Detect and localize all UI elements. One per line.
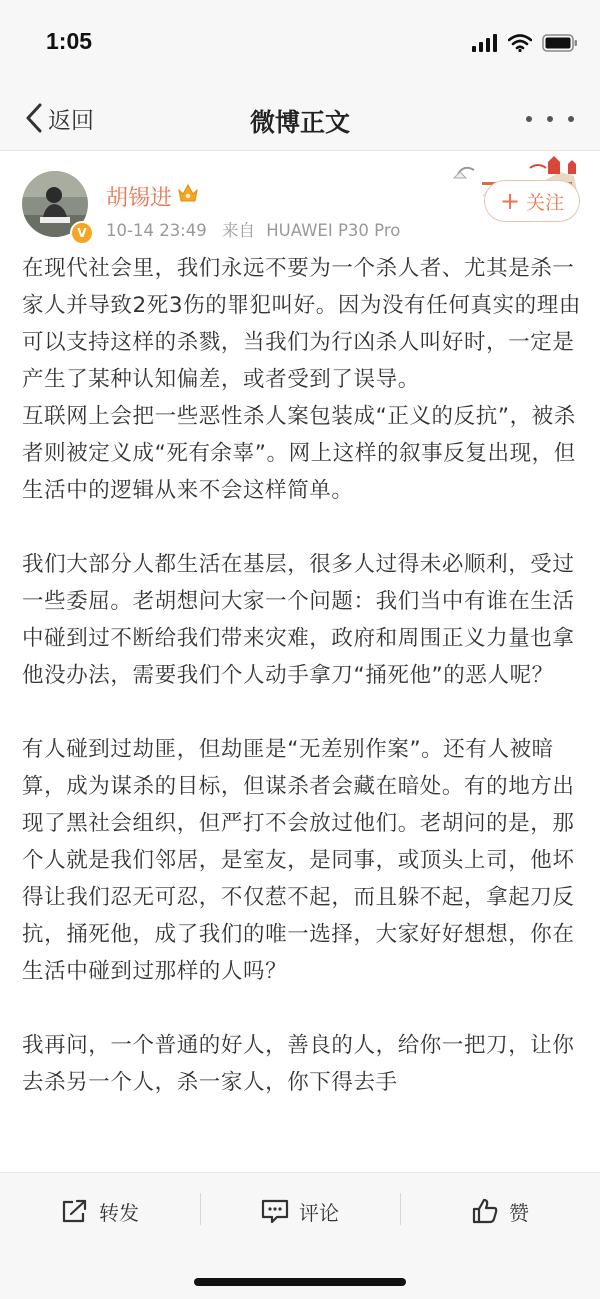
post-time: 10-14 23:49 [106,221,207,240]
status-time: 1:05 [46,28,93,54]
more-dot-icon [568,116,574,122]
battery-icon [542,34,578,52]
home-indicator[interactable] [194,1278,406,1286]
author-name[interactable]: 胡锡进 [106,186,173,211]
post-paragraph: 有人碰到过劫匪，但劫匪是“无差别作案”。还有人被暗算，成为谋杀的目标，但谋杀者会藏在暗处。有的地方出现了黑社会组织，但严打不会放过他们。老胡问的是，那个人就是我们邻居，是室友，是同事，或顶头上司，他坏得让我们忍无可忍，不仅惹不起，而且躲不起，拿起刀反抗，捅死他，成了我们的唯一选择，大家好好想想，你在生活中碰到过那样的人吗？ [22,737,575,984]
source-prefix: 来自 [222,221,255,240]
comment-label: 评论 [299,1200,339,1225]
repost-label: 转发 [99,1200,139,1225]
more-dot-icon [547,116,553,122]
more-options-button[interactable] [526,104,574,134]
post-meta [106,217,400,241]
status-icons [472,34,578,52]
wifi-icon [508,34,532,52]
repost-button[interactable] [0,1173,200,1249]
share-icon [61,1198,89,1224]
action-bar [0,1172,600,1249]
home-indicator-area [0,1248,600,1299]
post-paragraph: 互联网上会把一些恶性杀人案包装成“正义的反抗”，被杀者则被定义成“死有余辜”。网上这样的叙事反复出现，但生活中的逻辑从来不会这样简单。 [22,404,576,503]
post-content [22,250,584,1101]
more-dot-icon [526,116,532,122]
post-paragraph: 在现代社会里，我们永远不要为一个杀人者、尤其是杀一家人并导致2死3伤的罪犯叫好。因为没有任何真实的理由可以支持这样的杀戮，当我们为行凶杀人叫好时，一定是产生了某种认知偏差，或者受到了误导。 [22,256,581,392]
thumbs-up-icon [471,1198,499,1224]
plus-icon: + [499,187,521,215]
verified-badge-icon: V [70,221,94,245]
cellular-signal-icon [472,34,498,52]
comment-icon [261,1198,289,1224]
author-header [0,151,600,251]
nav-bar [0,88,600,151]
page-title: 微博正文 [249,108,350,137]
comment-button[interactable] [200,1173,400,1249]
back-label: 返回 [48,107,94,134]
like-button[interactable] [400,1173,600,1249]
follow-label: 关注 [526,191,565,214]
post-paragraph: 我们大部分人都生活在基层，很多人过得未必顺利，受过一些委屈。老胡想问大家一个问题：我们当中有谁在生活中碰到过不断给我们带来灾难，政府和周围正义力量也拿他没办法，需要我们个人动手拿刀“捅死他”的恶人呢？ [22,552,575,688]
crown-badge-icon [176,182,200,204]
follow-button[interactable] [484,180,580,222]
status-bar [0,0,600,88]
like-label: 赞 [509,1200,529,1225]
source-device: HUAWEI P30 Pro [266,221,401,240]
post-paragraph: 我再问，一个普通的好人，善良的人，给你一把刀，让你去杀另一个人，杀一家人，你下得去手 [22,1033,575,1095]
